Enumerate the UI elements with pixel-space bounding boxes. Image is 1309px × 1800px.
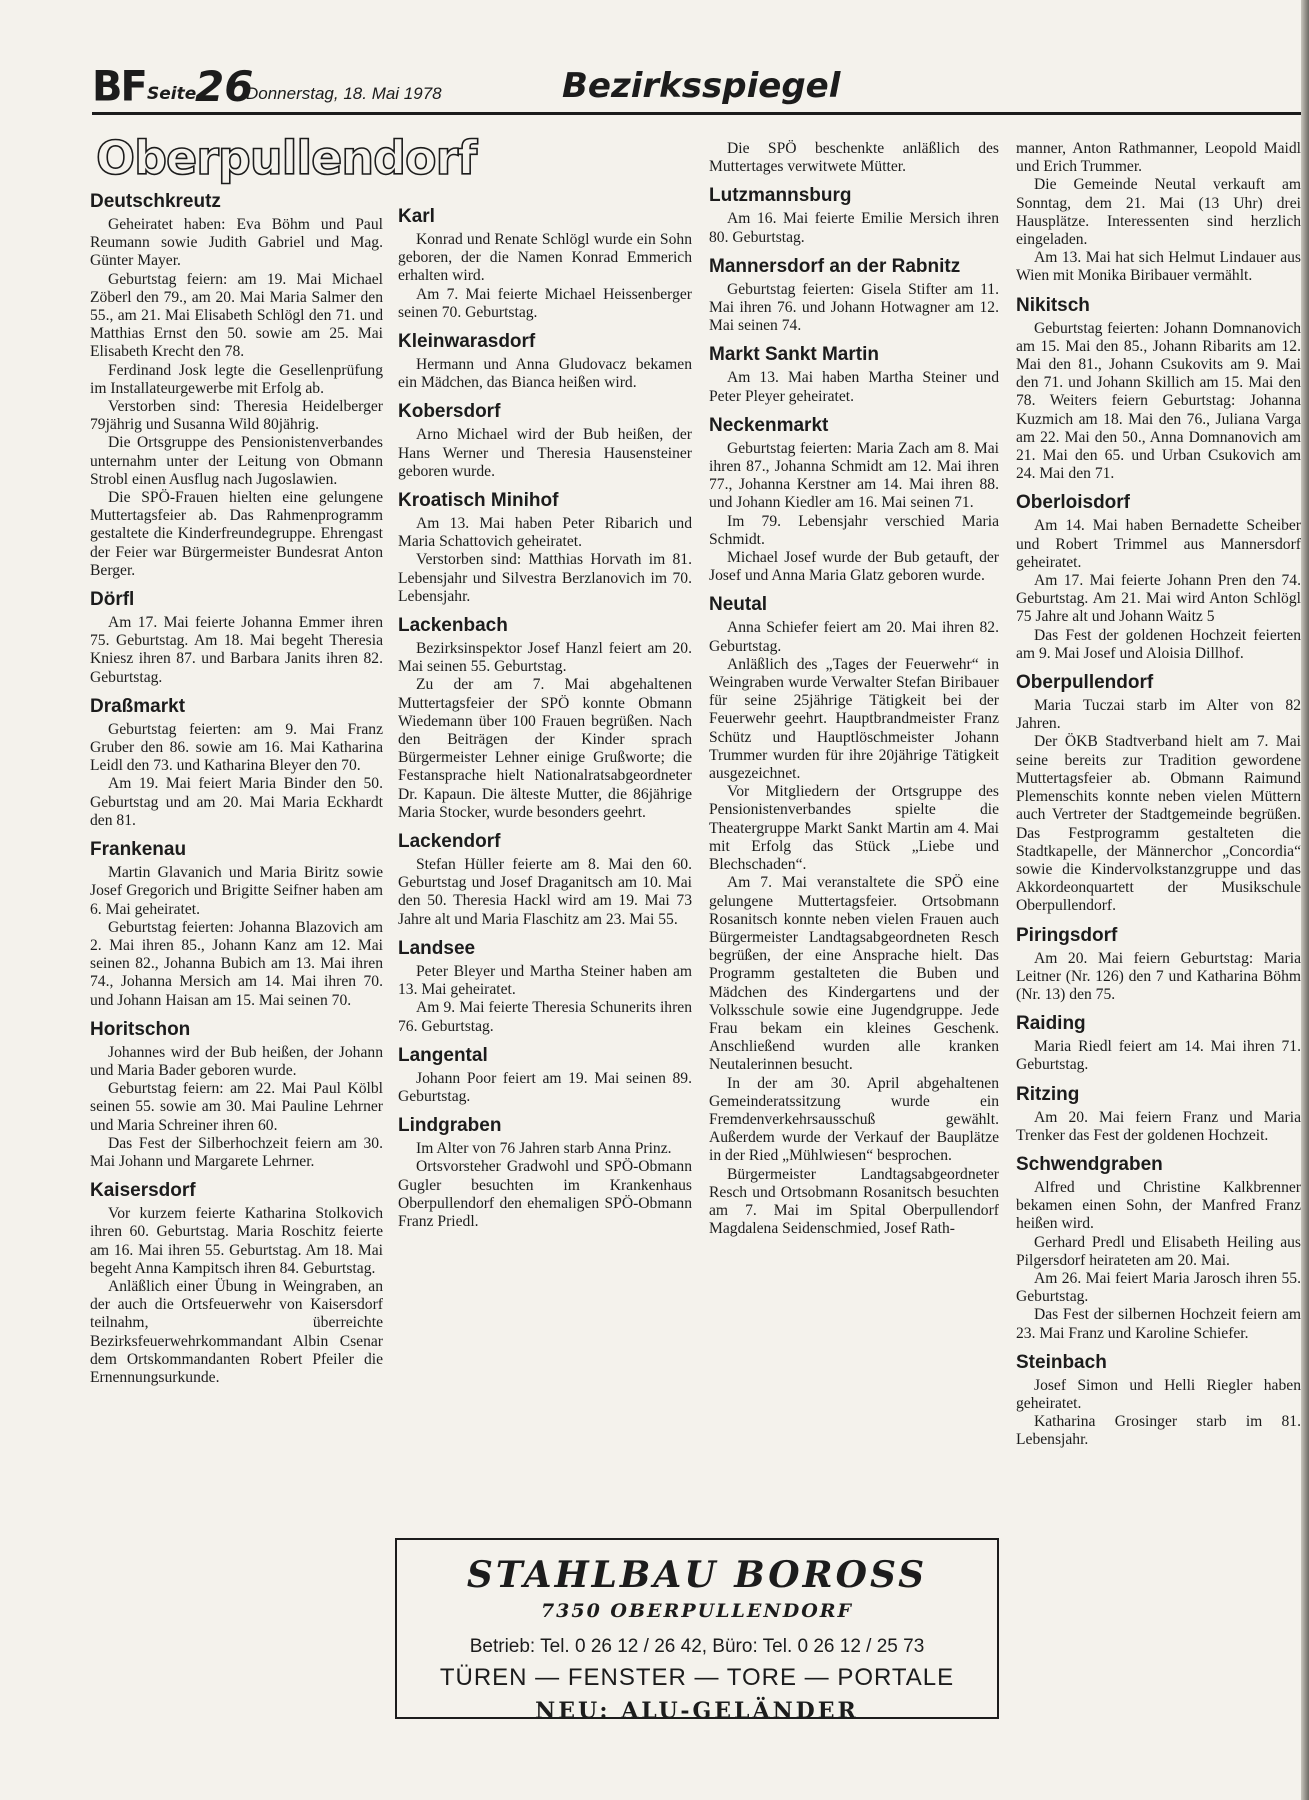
news-entry: [398, 1114, 692, 1231]
news-entry: [90, 695, 383, 830]
news-paragraph: Michael Josef wurde der Bub getauft, der Josef und Anna Maria Glatz geboren wurde.: [709, 549, 999, 585]
news-paragraph: Das Fest der goldenen Hochzeit feierten am 9. Mai Josef und Aloisia Dillhof.: [1016, 626, 1301, 662]
news-entry: [398, 614, 692, 822]
place-heading: Landsee: [398, 937, 476, 959]
page-number: 26: [195, 62, 254, 111]
news-paragraph: Verstorben sind: Theresia Heidelberger 79jährig und Susanna Wild 80jährig.: [90, 398, 383, 434]
news-entry: [709, 184, 999, 246]
news-entry: [398, 1044, 692, 1106]
section-title: Bezirksspiegel: [562, 66, 841, 106]
advertisement-box: [395, 1538, 999, 1724]
news-paragraph: Katharina Grosinger starb im 81. Lebensjahr.: [1016, 1413, 1301, 1449]
news-entry: [1016, 1351, 1301, 1450]
news-paragraph: Vor kurzem feierte Katharina Stolkovich ihren 60. Geburtstag. Maria Roschitz feierte am 16. Mai ihren 55. Geburtstag. Am 18. Mai begeht Anna Kampitsch ihren 84. Geburtstag.: [90, 1205, 383, 1277]
news-entry: [1016, 1012, 1301, 1074]
news-paragraph: Geburtstag feierten: Johanna Blazovich am 2. Mai ihren 85., Johann Kanz am 12. Mai seinen 82., Johanna Bubich am 13. Mai ihren 74., Johanna Mersich am 14. Mai ihren 70. und Johann Haisan am 15. Mai seinen 70.: [90, 918, 383, 1009]
place-heading: Oberpullendorf: [1016, 672, 1154, 694]
place-heading: Steinbach: [1016, 1351, 1107, 1373]
news-paragraph: Im Alter von 76 Jahren starb Anna Prinz.: [416, 1140, 672, 1158]
continued-paragraph: Am 13. Mai hat sich Helmut Lindauer aus Wien mit Monika Biribauer vermählt.: [1016, 249, 1301, 285]
news-paragraph: Geburtstag feierten: am 9. Mai Franz Gruber den 86. sowie am 16. Mai Katharina Leidl den 73. und Katharina Bleyer den 70.: [90, 720, 383, 775]
page-edge-shadow: [1301, 0, 1309, 1800]
news-paragraph: Am 9. Mai feierte Theresia Schunerits ihren 76. Geburtstag.: [398, 999, 692, 1035]
continued-paragraph: Die Gemeinde Neutal verkauft am Sonntag, dem 21. Mai (13 Uhr) drei Hausplätze. Interessenten sind herzlich eingeladen.: [1016, 176, 1301, 249]
news-paragraph: Am 26. Mai feiert Maria Jarosch ihren 55. Geburtstag.: [1016, 1269, 1301, 1306]
news-paragraph: Stefan Hüller feierte am 8. Mai den 60. Geburtstag und Josef Draganitsch am 10. Mai den 50. Theresia Hackl wird am 19. Mai 73 Jahre alt und Maria Flaschitz am 23. Mai 55.: [398, 856, 692, 928]
news-paragraph: Das Fest der Silberhochzeit feiern am 30. Mai Johann und Margarete Lehrner.: [90, 1134, 383, 1170]
news-entry: [398, 330, 692, 392]
news-paragraph: Arno Michael wird der Bub heißen, der Hans Werner und Theresia Hausensteiner geboren wurde.: [398, 426, 692, 480]
news-paragraph: Verstorben sind: Matthias Horvath im 81. Lebensjahr und Silvestra Berzlanovich im 70. Lebensjahr.: [398, 551, 692, 605]
news-paragraph: Das Fest der silbernen Hochzeit feiern am 23. Mai Franz und Karoline Schiefer.: [1016, 1306, 1301, 1342]
news-entry: [398, 400, 692, 481]
news-entry: [90, 1179, 383, 1387]
news-paragraph: Geburtstag feierten: Gisela Stifter am 11. Mai ihren 76. und Johann Hotwagner am 12. Mai seinen 74.: [709, 280, 999, 335]
news-paragraph: Am 14. Mai haben Bernadette Scheiber und Robert Trimmel aus Mannersdorf geheiratet.: [1016, 517, 1301, 571]
news-paragraph: Am 17. Mai feierte Johanna Emmer ihren 75. Geburtstag. Am 18. Mai begeht Theresia Kniesz ihren 87. und Barbara Janits ihren 82. Geburtstag.: [90, 614, 383, 686]
place-heading: Dörfl: [90, 589, 135, 611]
news-entry: [1016, 1153, 1301, 1343]
news-paragraph: Am 16. Mai feierte Emilie Mersich ihren 80. Geburtstag.: [709, 210, 999, 246]
ad-products: TÜREN — FENSTER — TORE — PORTALE: [439, 1664, 955, 1691]
news-entry: [1016, 491, 1301, 663]
news-entry: [709, 255, 999, 336]
news-entry: [1016, 671, 1301, 915]
column-4: [1016, 140, 1301, 1458]
news-paragraph: Maria Riedl feiert am 14. Mai ihren 71. Geburtstag.: [1016, 1038, 1301, 1074]
page-label: Seite: [147, 84, 197, 104]
column-2: [398, 205, 692, 1239]
news-entry: [90, 190, 383, 580]
news-entry: [1016, 924, 1301, 1005]
news-paragraph: Alfred und Christine Kalkbrenner bekamen einen Sohn, der Manfred Franz heißen wird.: [1016, 1178, 1301, 1233]
news-paragraph: Maria Tuczai starb im Alter von 82 Jahren.: [1016, 697, 1301, 733]
news-paragraph: Am 13. Mai haben Martha Steiner und Peter Pleyer geheiratet.: [709, 369, 999, 405]
news-entry: [90, 588, 383, 687]
news-entry: [398, 205, 692, 322]
place-heading: Oberloisdorf: [1016, 492, 1131, 514]
place-heading: Draßmarkt: [90, 695, 186, 717]
issue-date: Donnerstag, 18. Mai 1978: [246, 84, 442, 103]
column-1: [90, 190, 383, 1395]
place-heading: Ritzing: [1016, 1083, 1080, 1105]
news-paragraph: Geburtstag feiern: am 22. Mai Paul Kölbl seinen 55. sowie am 30. Mai Pauline Lehrner und Maria Schreiner ihren 60.: [90, 1080, 383, 1134]
news-paragraph: Die SPÖ-Frauen hielten eine gelungene Muttertagsfeier ab. Das Rahmenprogramm gestaltete die Kinderfreundegruppe. Ehrengast der Feier war Bürgermeister Bundesrat Anton Berger.: [90, 489, 383, 579]
news-paragraph: Ortsvorsteher Gradwohl und SPÖ-Obmann Gugler besuchten im Krankenhaus Oberpullendorf den ehemaligen SPÖ-Obmann Franz Priedl.: [398, 1158, 692, 1230]
ad-address: 7350 OBERPULLENDORF: [540, 1600, 854, 1622]
news-paragraph: Bezirksinspektor Josef Hanzl feiert am 20. Mai seinen 55. Geburtstag.: [398, 640, 692, 676]
place-heading: Schwendgraben: [1016, 1153, 1163, 1175]
news-paragraph: Johannes wird der Bub heißen, der Johann und Maria Bader geboren wurde.: [90, 1043, 383, 1079]
place-heading: Neckenmarkt: [709, 414, 829, 436]
place-heading: Markt Sankt Martin: [709, 344, 879, 366]
column-3-continuation: [709, 140, 999, 176]
news-paragraph: Ferdinand Josk legte die Gesellenprüfung im Installateurgewerbe mit Erfolg ab.: [90, 361, 383, 397]
news-entry: [1016, 1083, 1301, 1145]
news-paragraph: Geburtstag feierten: Maria Zach am 8. Mai ihren 87., Johanna Schmidt am 12. Mai ihren 77., Johanna Kerstner am 14. Mai ihren 88. und Johann Kiedler am 16. Mai seinen 71.: [709, 439, 999, 512]
news-paragraph: Die Ortsgruppe des Pensionistenverbandes unternahm unter der Leitung von Obmann Strobl einen Ausflug nach Jugoslawien.: [90, 434, 383, 488]
news-paragraph: Martin Glavanich und Maria Biritz sowie Josef Gregorich und Brigitte Seifner haben am 6. Mai geheiratet.: [90, 864, 383, 918]
place-heading: Neutal: [709, 594, 768, 616]
newspaper-abbreviation: BF: [92, 62, 146, 112]
news-paragraph: Anna Schiefer feiert am 20. Mai ihren 82. Geburtstag.: [709, 619, 999, 655]
news-paragraph: Johann Poor feiert am 19. Mai seinen 89. Geburtstag.: [398, 1069, 692, 1105]
news-entry: [90, 1018, 383, 1171]
news-paragraph: Bürgermeister Landtagsabgeordneter Resch und Ortsobmann Rosanitsch besuchten am 7. Mai im Spital Oberpullendorf Magdalena Seidenschmied, Josef Rath-: [709, 1165, 999, 1238]
place-heading: Nikitsch: [1016, 294, 1090, 316]
news-paragraph: Am 7. Mai feierte Michael Heissenberger seinen 70. Geburtstag.: [398, 285, 692, 321]
news-paragraph: Geheiratet haben: Eva Böhm und Paul Reumann sowie Judith Gabriel und Mag. Günter Mayer.: [90, 216, 383, 270]
news-paragraph: Zu der am 7. Mai abgehaltenen Muttertagsfeier der SPÖ konnte Obmann Wiedemann über 100 Frauen begrüßen. Nach den Beiträgen der Kinder sprach Bürgermeister Lehner einige Grußworte; die Festansprache hielt Nationalratsabgeordneter Dr. Kapaun. Die älteste Mutter, die 86jährige Maria Stocker, wurde besonders geehrt.: [398, 676, 692, 821]
place-heading: Lackendorf: [398, 831, 501, 853]
news-paragraph: Am 20. Mai feiern Geburtstag: Maria Leitner (Nr. 126) den 7 und Katharina Böhm (Nr. 13) den 75.: [1016, 949, 1301, 1003]
place-heading: Karl: [398, 206, 435, 227]
place-heading: Lackenbach: [398, 615, 508, 637]
continued-paragraph: manner, Anton Rathmanner, Leopold Maidl und Erich Trummer.: [1016, 140, 1301, 176]
news-paragraph: Im 79. Lebensjahr verschied Maria Schmidt.: [709, 512, 999, 548]
news-paragraph: Geburtstag feiern: am 19. Mai Michael Zöberl den 79., am 20. Mai Maria Salmer den 55., am 21. Mai Elisabeth Schlögl den 71. und Matthias Ernst den 50. sowie am 25. Mai Elisabeth Krecht den 78.: [90, 270, 383, 361]
news-paragraph: Am 20. Mai feiern Franz und Maria Trenker das Fest der goldenen Hochzeit.: [1016, 1108, 1301, 1144]
news-paragraph: Anläßlich einer Übung in Weingraben, an der auch die Ortsfeuerwehr von Kaisersdorf teilnahm, überreichte Bezirksfeuerwehrkommandant Albin Csenar dem Ortskommandanten Robert Pfeiler die Ernennungsurkunde.: [90, 1277, 383, 1386]
ad-company-name: STAHLBAU BOROSS: [466, 1554, 928, 1596]
news-entry: [709, 593, 999, 1238]
place-heading: Frankenau: [90, 839, 187, 861]
news-paragraph: Josef Simon und Helli Riegler haben geheiratet.: [1016, 1376, 1301, 1412]
place-heading: Kaisersdorf: [90, 1180, 196, 1202]
news-paragraph: Hermann und Anna Gludovacz bekamen ein Mädchen, das Bianca heißen wird.: [398, 356, 692, 392]
place-heading: Kleinwarasdorf: [398, 331, 536, 353]
place-heading: Piringsdorf: [1016, 924, 1118, 946]
news-entry: [1016, 294, 1301, 484]
place-heading: Mannersdorf an der Rabnitz: [709, 255, 961, 277]
news-paragraph: Vor Mitgliedern der Ortsgruppe des Pensionistenverbandes spielte die Theatergruppe Markt Sankt Martin am 4. Mai mit Erfolg das Stück „Liebe und Blechschaden“.: [709, 783, 999, 874]
news-entry: [398, 489, 692, 606]
news-paragraph: Am 19. Mai feiert Maria Binder den 50. Geburtstag und am 20. Mai Maria Eckhardt den 81.: [90, 775, 383, 829]
news-entry: [90, 838, 383, 1010]
column-3: [709, 140, 999, 1246]
news-entry: [398, 937, 692, 1036]
place-heading: Deutschkreutz: [90, 191, 221, 212]
header-divider: [92, 112, 1309, 115]
place-heading: Horitschon: [90, 1018, 191, 1040]
place-heading: Lutzmannsburg: [709, 185, 852, 207]
place-heading: Kroatisch Minihof: [398, 490, 559, 512]
news-entry: [709, 414, 999, 586]
news-paragraph: Am 13. Mai haben Peter Ribarich und Maria Schattovich geheiratet.: [398, 515, 692, 551]
news-paragraph: Geburtstag feierten: Johann Domnanovich am 15. Mai den 85., Johann Ribarits am 12. Mai den 81., Johann Csukovits am 9. Mai den 71. und Johann Skillich am 15. Mai den 78. Weiters feiern Geburtstag: Johanna Kuzmich am 18. Mai den 76., Juliana Varga am 22. Mai den 50., Anna Domnanovich am 21. Mai den 65. und Urban Csukovich am 24. Mai den 71.: [1016, 319, 1301, 483]
news-paragraph: Gerhard Predl und Elisabeth Heiling aus Pilgersdorf heirateten am 20. Mai.: [1016, 1233, 1301, 1269]
place-heading: Langental: [398, 1044, 488, 1066]
news-paragraph: Am 7. Mai veranstaltete die SPÖ eine gelungene Muttertagsfeier. Ortsobmann Rosanitsch konnte neben vielen Frauen auch Bürgermeister Landtagsabgeordneten Resch begrüßen, der eine Ansprache hielt. Das Programm gestalteten die Buben und Mädchen des Kindergartens und der Volksschule sowie eine Jugendgruppe. Jede Frau bekam ein kleines Geschenk. Anschließend wurden alle kranken Neutalerinnen besucht.: [709, 874, 999, 1074]
ad-new-product: NEU: ALU-GELÄNDER: [535, 1698, 859, 1724]
news-paragraph: Anläßlich des „Tages der Feuerwehr“ in Weingraben wurde Verwalter Stefan Biribauer für seine 25jährige Tätigkeit bei der Feuerwehr geehrt. Hauptbrandmeister Franz Schütz und Hauptlöschmeister Johann Trummer wurden für ihre 20jährige Tätigkeit ausgezeichnet.: [709, 655, 999, 783]
column-4-continuation: [1016, 140, 1301, 286]
news-paragraph: Der ÖKB Stadtverband hielt am 7. Mai seine bereits zur Tradition gewordene Muttertagsfeier ab. Obmann Raimund Plemenschits konnte neben vielen Müttern auch Vertreter der Stadtgemeinde begrüßen. Das Festprogramm gestalteten die Stadtkapelle, der Männerchor „Concordia“ sowie die Kindervolkstanzgruppe und das Akkordeonquartett der Musikschule Oberpullendorf.: [1016, 733, 1301, 915]
news-paragraph: In der am 30. April abgehaltenen Gemeinderatssitzung wurde ein Fremdenverkehrsausschuß gewählt. Außerdem wurde der Verkauf der Bauplätze in der Ried „Mühlwiesen“ besprochen.: [709, 1074, 999, 1165]
news-paragraph: Konrad und Renate Schlögl wurde ein Sohn geboren, der die Namen Konrad Emmerich erhalten wird.: [398, 231, 692, 285]
place-heading: Kobersdorf: [398, 401, 501, 423]
news-paragraph: Am 17. Mai feierte Johann Pren den 74. Geburtstag. Am 21. Mai wird Anton Schlögl 75 Jahre alt und Johann Waitz 5: [1016, 572, 1301, 626]
news-paragraph: Peter Bleyer und Martha Steiner haben am 13. Mai geheiratet.: [398, 962, 692, 999]
ad-phone-numbers: Betrieb: Tel. 0 26 12 / 26 42, Büro: Tel. 0 26 12 / 25 73: [469, 1636, 925, 1657]
continued-paragraph: Die SPÖ beschenkte anläßlich des Muttertages verwitwete Mütter.: [709, 140, 999, 176]
news-entry: [398, 830, 692, 929]
news-entry: [709, 343, 999, 405]
place-heading: Lindgraben: [398, 1115, 502, 1137]
region-title: Oberpullendorf: [96, 131, 477, 185]
place-heading: Raiding: [1016, 1013, 1086, 1035]
page-header: [92, 62, 1309, 112]
